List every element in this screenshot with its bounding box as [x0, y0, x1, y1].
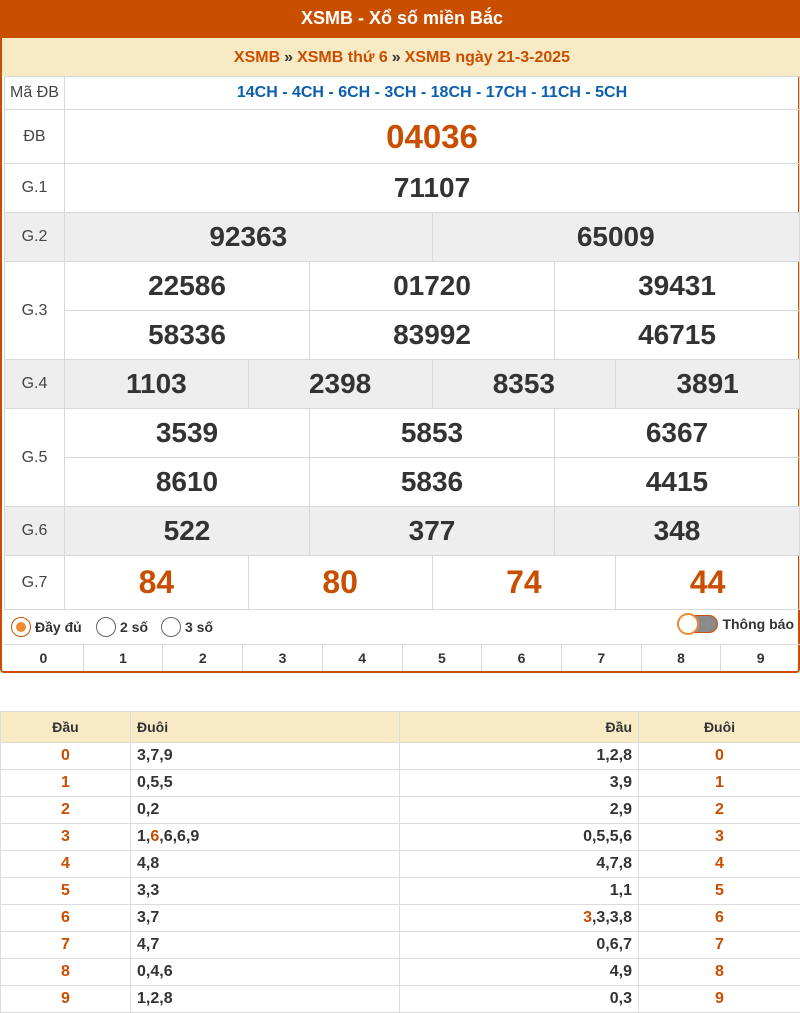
g5-number: 6367 [555, 409, 800, 458]
loto-dau-list [400, 824, 639, 851]
radio-two-digits[interactable] [96, 617, 148, 637]
loto-duoi-digit: 2 [639, 797, 800, 824]
loto-part: ,3 [145, 882, 160, 899]
g3-number: 01720 [310, 262, 555, 311]
loto-duoi-list [131, 932, 400, 959]
digit-filter-3[interactable]: 3 [243, 645, 323, 671]
table-row [1, 932, 800, 959]
g5-number: 4415 [555, 458, 800, 507]
table-row [1, 797, 800, 824]
g6-number: 348 [555, 507, 800, 556]
loto-duoi-list [131, 797, 400, 824]
loto-part: 1 [137, 990, 146, 1007]
g4-number: 2398 [248, 360, 432, 409]
loto-duoi-digit: 0 [639, 743, 800, 770]
loto-part: 0 [137, 774, 146, 791]
digit-filter-0[interactable]: 0 [4, 645, 84, 671]
loto-duoi-digit: 8 [639, 959, 800, 986]
g5-label: G.5 [5, 409, 65, 507]
loto-part: 1,2,8 [596, 747, 632, 764]
digit-filter-1[interactable]: 1 [84, 645, 164, 671]
loto-duoi-digit: 7 [639, 932, 800, 959]
loto-part: ,5,5 [145, 774, 173, 791]
loto-duoi-list [131, 878, 400, 905]
loto-part: 3 [583, 909, 592, 926]
digit-filter-9[interactable]: 9 [756, 650, 765, 666]
loto-duoi-list [131, 986, 400, 1013]
loto-duoi-digit: 6 [639, 905, 800, 932]
loto-dau-digit: 2 [1, 797, 131, 824]
loto-duoi-list [131, 959, 400, 986]
loto-part: 2,9 [609, 801, 632, 818]
special-prize-number: 04036 [65, 110, 800, 164]
loto-dau-list [400, 932, 639, 959]
g1-number: 71107 [65, 164, 800, 213]
loto-duoi-digit: 5 [639, 878, 800, 905]
loto-part: 0,6,7 [596, 936, 632, 953]
radio-unselected-icon[interactable] [161, 617, 181, 637]
digit-filter-6[interactable]: 6 [482, 645, 562, 671]
g6-number: 522 [65, 507, 310, 556]
loto-duoi-digit: 9 [639, 986, 800, 1013]
g2-number: 65009 [432, 213, 800, 262]
page-title: XSMB - Xổ số miền Bắc [2, 0, 800, 38]
digit-filter-5[interactable]: 5 [403, 645, 483, 671]
radio-unselected-icon[interactable] [96, 617, 116, 637]
g4-number: 1103 [65, 360, 249, 409]
loto-duoi-digit: 4 [639, 851, 800, 878]
loto-header-dau: Đầu [1, 712, 131, 743]
loto-dau-list [400, 851, 639, 878]
loto-dau-list [400, 905, 639, 932]
display-options [4, 609, 800, 645]
madb-label: Mã ĐB [5, 77, 65, 110]
loto-duoi-list [131, 851, 400, 878]
g3-number: 83992 [310, 311, 555, 360]
loto-part: 3 [137, 909, 146, 926]
loto-part: ,2,8 [145, 990, 173, 1007]
loto-part: 4,9 [609, 963, 632, 980]
g6-number: 377 [310, 507, 555, 556]
loto-part: 1, [137, 828, 151, 845]
loto-part: 1,1 [609, 882, 632, 899]
loto-part: ,6,6,9 [159, 828, 200, 845]
loto-duoi-list [131, 743, 400, 770]
breadcrumb-xsmb-date[interactable]: XSMB ngày 21-3-2025 [404, 49, 571, 66]
breadcrumb-separator: » [284, 49, 294, 66]
radio-full[interactable] [11, 617, 82, 637]
digit-filter-2[interactable]: 2 [163, 645, 243, 671]
digit-filter-bar [4, 645, 800, 671]
table-row [1, 986, 800, 1013]
table-row [1, 959, 800, 986]
radio-selected-icon[interactable] [11, 617, 31, 637]
g7-number: 74 [432, 556, 616, 610]
loto-part: 0 [137, 801, 146, 818]
loto-dau-list [400, 959, 639, 986]
loto-dau-digit: 3 [1, 824, 131, 851]
radio-three-label: 3 số [185, 619, 214, 635]
loto-dau-digit: 1 [1, 770, 131, 797]
loto-part: ,7 [145, 936, 160, 953]
loto-dau-list [400, 878, 639, 905]
loto-dau-digit: 4 [1, 851, 131, 878]
g1-label: G.1 [5, 164, 65, 213]
loto-dau-digit: 5 [1, 878, 131, 905]
loto-part: ,8 [145, 855, 160, 872]
notify-label: Thông báo [722, 616, 794, 632]
g3-number: 58336 [65, 311, 310, 360]
loto-part: 3 [137, 747, 146, 764]
loto-duoi-digit: 3 [639, 824, 800, 851]
loto-dau-digit: 9 [1, 986, 131, 1013]
table-row [1, 770, 800, 797]
g7-number: 44 [616, 556, 800, 610]
loto-dau-digit: 7 [1, 932, 131, 959]
loto-part: 4 [137, 936, 146, 953]
digit-filter-4[interactable]: 4 [323, 645, 403, 671]
breadcrumb-xsmb[interactable]: XSMB [233, 49, 281, 66]
loto-part: ,7 [145, 909, 160, 926]
g3-number: 46715 [555, 311, 800, 360]
table-row [1, 878, 800, 905]
loto-dau-list [400, 986, 639, 1013]
loto-dau-digit: 8 [1, 959, 131, 986]
g4-number: 3891 [616, 360, 800, 409]
db-label: ĐB [5, 110, 65, 164]
toggle-knob [677, 613, 699, 635]
breadcrumb [2, 38, 800, 76]
g4-number: 8353 [432, 360, 616, 409]
radio-two-label: 2 số [120, 619, 149, 635]
loto-part: 0 [137, 963, 146, 980]
g5-number: 5836 [310, 458, 555, 507]
loto-dau-digit: 0 [1, 743, 131, 770]
loto-table [0, 711, 800, 1013]
madb-value: 14CH - 4CH - 6CH - 3CH - 18CH - 17CH - 11CH - 5CH [65, 77, 800, 110]
loto-duoi-list [131, 824, 400, 851]
loto-part: 3 [137, 882, 146, 899]
g3-number: 22586 [65, 262, 310, 311]
loto-dau-list [400, 770, 639, 797]
toggle-switch-icon[interactable] [678, 615, 718, 633]
loto-part: ,7,9 [145, 747, 173, 764]
loto-part: 0,5,5,6 [583, 828, 632, 845]
table-row [1, 851, 800, 878]
loto-duoi-list [131, 770, 400, 797]
loto-part: ,3,3,8 [591, 909, 632, 926]
table-row [1, 824, 800, 851]
loto-part: 4 [137, 855, 146, 872]
table-row [1, 743, 800, 770]
loto-part: 3,9 [609, 774, 632, 791]
radio-full-label: Đầy đủ [35, 619, 82, 635]
g4-label: G.4 [5, 360, 65, 409]
g2-number: 92363 [65, 213, 433, 262]
loto-dau-list [400, 797, 639, 824]
loto-part: ,2 [145, 801, 160, 818]
loto-part: 4,7,8 [596, 855, 632, 872]
loto-part: ,4,6 [145, 963, 173, 980]
breadcrumb-xsmb-friday[interactable]: XSMB thứ 6 [297, 49, 388, 66]
loto-duoi-list [131, 905, 400, 932]
results-table [4, 76, 800, 610]
g3-number: 39431 [555, 262, 800, 311]
loto-part: 6 [150, 828, 160, 845]
radio-three-digits[interactable] [161, 617, 213, 637]
loto-body [1, 743, 800, 1013]
g7-number: 84 [65, 556, 249, 610]
breadcrumb-separator: » [391, 49, 401, 66]
loto-header-dau: Đầu [400, 712, 639, 743]
loto-header-duoi: Đuôi [639, 712, 800, 743]
g3-label: G.3 [5, 262, 65, 360]
g5-number: 8610 [65, 458, 310, 507]
g6-label: G.6 [5, 507, 65, 556]
g5-number: 5853 [310, 409, 555, 458]
digit-filter-8[interactable]: 8 [642, 645, 722, 671]
loto-duoi-digit: 1 [639, 770, 800, 797]
g7-number: 80 [248, 556, 432, 610]
loto-dau-digit: 6 [1, 905, 131, 932]
digit-filter-7[interactable]: 7 [562, 645, 642, 671]
table-row [1, 905, 800, 932]
loto-part: 0,3 [609, 990, 632, 1007]
loto-dau-list [400, 743, 639, 770]
g5-number: 3539 [65, 409, 310, 458]
loto-header-duoi: Đuôi [131, 712, 400, 743]
notify-toggle[interactable] [678, 615, 794, 633]
g2-label: G.2 [5, 213, 65, 262]
g7-label: G.7 [5, 556, 65, 610]
